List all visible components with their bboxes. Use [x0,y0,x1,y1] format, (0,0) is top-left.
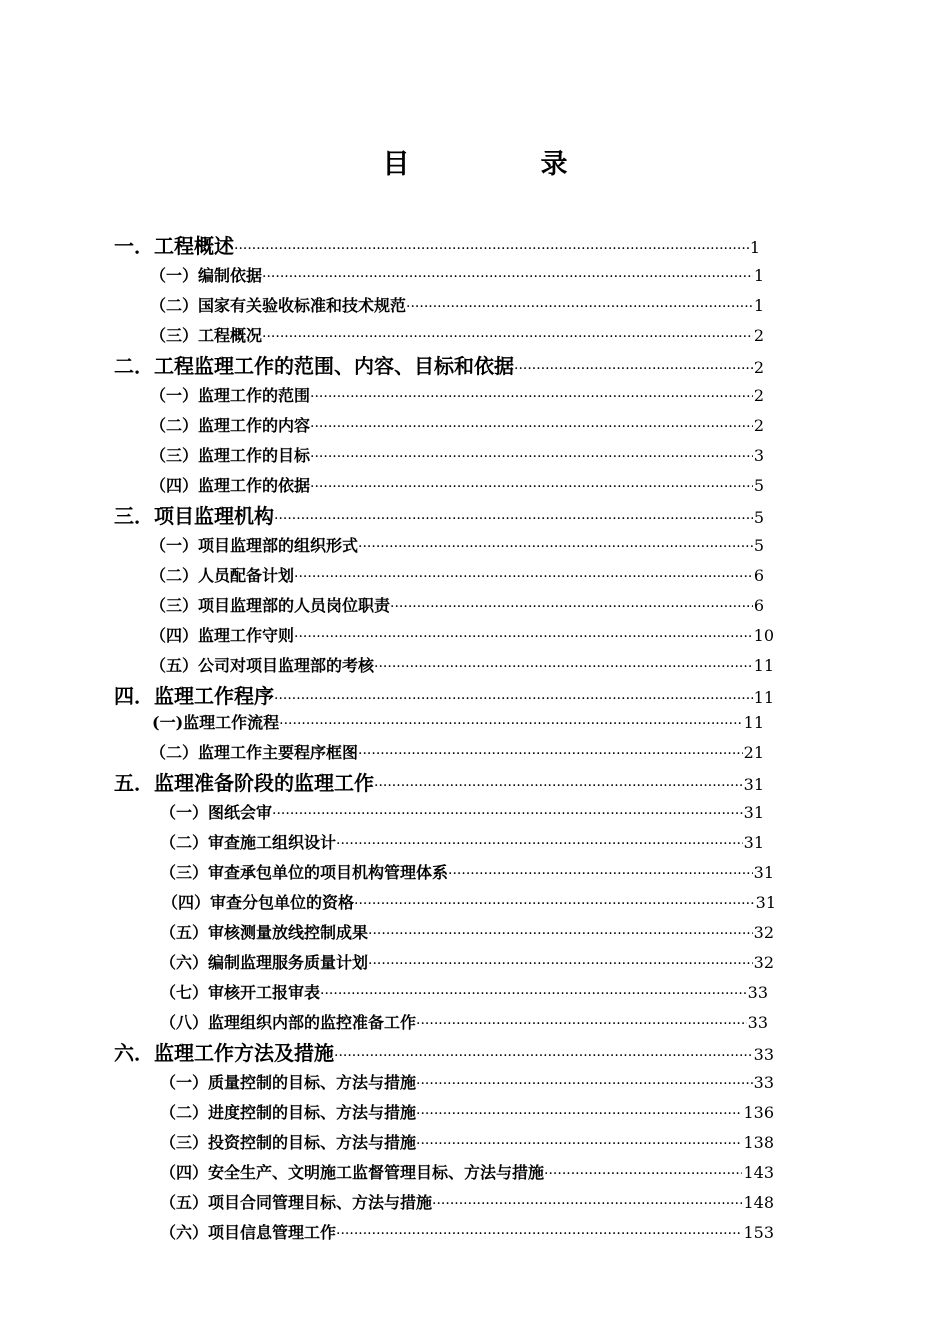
toc-entry-label: 一．工程概述 [114,234,234,258]
toc-page-number: 3 [753,446,764,465]
toc-section-entry[interactable] [160,948,774,978]
toc-page-number: 6 [753,566,764,585]
toc-section-entry[interactable] [150,651,774,681]
toc-page-number: 31 [755,893,776,912]
toc-dot-leader [234,234,749,261]
toc-section-entry[interactable] [160,828,764,858]
toc-dot-leader [310,412,753,441]
toc-section-entry[interactable] [150,291,764,321]
toc-page-number: 33 [753,1045,774,1064]
toc-page-number: 11 [753,656,774,675]
toc-section-entry[interactable] [162,888,776,918]
toc-dot-leader [354,889,755,918]
toc-entry-label: （六）编制监理服务质量计划 [160,953,369,972]
toc-page-number: 32 [753,953,774,972]
toc-entry-label: （四）审查分包单位的资格 [162,893,355,912]
toc-dot-leader [416,1009,747,1038]
toc-dot-leader [368,919,753,948]
toc-entry-label: 三．项目监理机构 [114,504,274,528]
toc-section-entry[interactable] [150,561,764,591]
toc-dot-leader [310,382,753,411]
toc-entry-label: （二）国家有关验收标准和技术规范 [150,296,407,315]
toc-section-entry[interactable] [150,471,764,501]
toc-section-entry[interactable] [150,441,764,471]
toc-page-number: 32 [753,923,774,942]
toc-section-entry[interactable] [152,708,764,738]
toc-chapter-entry[interactable] [114,1038,774,1068]
toc-page-number: 5 [753,476,764,495]
toc-entry-label: （一）编制依据 [150,266,263,285]
toc-page-number: 1 [749,238,760,257]
toc-section-entry[interactable] [150,621,774,651]
toc-entry-label: （一）项目监理部的组织形式 [150,536,359,555]
toc-section-entry[interactable] [160,1008,768,1038]
toc-entry-label: （一）图纸会审 [160,803,273,822]
toc-page-number: 11 [743,713,764,732]
toc-entry-label: （三）工程概况 [150,326,263,345]
toc-page-number: 31 [743,803,764,822]
page-title: 目 录 [382,149,620,180]
toc-entry-label: （二）监理工作主要程序框图 [150,743,359,762]
toc-dot-leader [406,292,753,321]
toc-entry-label: （五）公司对项目监理部的考核 [150,656,375,675]
toc-entry-label: （七）审核开工报审表 [160,983,321,1002]
toc-entry-label: 五．监理准备阶段的监理工作 [114,771,374,795]
toc-section-entry[interactable] [160,978,768,1008]
toc-page-number: 33 [747,1013,768,1032]
toc-page-number: 148 [743,1193,774,1212]
toc-dot-leader [358,532,753,561]
toc-dot-leader [358,739,743,768]
toc-chapter-entry[interactable] [114,501,764,531]
toc-dot-leader [374,771,743,798]
toc-chapter-entry[interactable] [114,351,764,381]
toc-dot-leader [416,1069,753,1098]
toc-page-number: 136 [743,1103,774,1122]
toc-dot-leader [320,979,747,1008]
toc-section-entry[interactable] [160,1098,774,1128]
toc-dot-leader [274,684,753,711]
toc-dot-leader [544,1159,742,1188]
toc-entry-label: （六）项目信息管理工作 [160,1223,337,1242]
toc-entry-label: （一）质量控制的目标、方法与措施 [160,1073,417,1092]
toc-dot-leader [310,442,753,471]
toc-section-entry[interactable] [160,858,774,888]
toc-page-number: 2 [753,416,764,435]
toc-dot-leader [448,859,753,888]
toc-entry-label: （二）进度控制的目标、方法与措施 [160,1103,417,1122]
toc-section-entry[interactable] [160,1128,774,1158]
toc-chapter-entry[interactable] [114,681,774,711]
toc-entry-label: （五）项目合同管理目标、方法与措施 [160,1193,433,1212]
toc-entry-label: 四．监理工作程序 [114,684,274,708]
toc-page-number: 21 [743,743,764,762]
toc-entry-label: (一)监理工作流程 [152,713,280,732]
toc-page-number: 138 [743,1133,774,1152]
toc-dot-leader [416,1099,742,1128]
toc-page-number: 31 [743,833,764,852]
toc-dot-leader [262,262,753,291]
toc-dot-leader [279,709,742,738]
toc-entry-label: （三）监理工作的目标 [150,446,311,465]
toc-dot-leader [272,799,743,828]
toc-section-entry[interactable] [150,381,764,411]
toc-dot-leader [368,949,753,978]
toc-entry-label: （二）人员配备计划 [150,566,295,585]
toc-dot-leader [274,504,753,531]
toc-entry-label: （三）项目监理部的人员岗位职责 [150,596,391,615]
toc-dot-leader [294,622,753,651]
toc-page-number: 153 [743,1223,774,1242]
toc-section-entry[interactable] [150,411,764,441]
toc-section-entry[interactable] [150,591,764,621]
toc-dot-leader [294,562,753,591]
toc-entry-label: （三）审查承包单位的项目机构管理体系 [160,863,449,882]
toc-entry-label: 二．工程监理工作的范围、内容、目标和依据 [114,354,514,378]
toc-dot-leader [514,354,753,381]
toc-entry-label: （三）投资控制的目标、方法与措施 [160,1133,417,1152]
toc-chapter-entry[interactable] [114,768,764,798]
toc-page-number: 33 [753,1073,774,1092]
toc-entry-label: （五）审核测量放线控制成果 [160,923,369,942]
toc-dot-leader [336,829,743,858]
toc-entry-label: （一）监理工作的范围 [150,386,311,405]
toc-section-entry[interactable] [160,1158,774,1188]
toc-section-entry[interactable] [160,798,764,828]
toc-dot-leader [432,1189,742,1218]
toc-dot-leader [334,1041,753,1068]
toc-page-number: 1 [753,296,764,315]
toc-dot-leader [336,1219,742,1248]
toc-section-entry[interactable] [150,321,764,351]
toc-section-entry[interactable] [150,261,764,291]
toc-entry-label: （四）监理工作守则 [150,626,295,645]
toc-dot-leader [390,592,753,621]
toc-page-number: 2 [753,386,764,405]
toc-entry-label: （二）监理工作的内容 [150,416,311,435]
toc-section-entry[interactable] [160,918,774,948]
toc-page-number: 33 [747,983,768,1002]
toc-page-number: 1 [753,266,764,285]
toc-dot-leader [262,322,753,351]
toc-page-number: 2 [753,326,764,345]
toc-page-number: 11 [753,688,774,707]
toc-section-entry[interactable] [160,1188,774,1218]
toc-section-entry[interactable] [150,531,764,561]
toc-page-number: 10 [753,626,774,645]
toc-page-number: 5 [753,536,764,555]
toc-dot-leader [416,1129,742,1158]
toc-section-entry[interactable] [150,738,764,768]
toc-page-number: 2 [753,358,764,377]
toc-entry-label: （二）审查施工组织设计 [160,833,337,852]
toc-page-number: 143 [743,1163,774,1182]
toc-entry-label: （四）监理工作的依据 [150,476,311,495]
toc-page-number: 31 [743,775,764,794]
toc-entry-label: （八）监理组织内部的监控准备工作 [160,1013,417,1032]
toc-entry-label: 六．监理工作方法及措施 [114,1041,334,1065]
toc-chapter-entry[interactable] [114,231,760,261]
toc-entry-label: （四）安全生产、文明施工监督管理目标、方法与措施 [160,1163,545,1182]
toc-page-number: 6 [753,596,764,615]
toc-page-number: 5 [753,508,764,527]
toc-section-entry[interactable] [160,1218,774,1248]
toc-dot-leader [310,472,753,501]
toc-section-entry[interactable] [160,1068,774,1098]
toc-page-number: 31 [753,863,774,882]
toc-dot-leader [374,652,753,681]
